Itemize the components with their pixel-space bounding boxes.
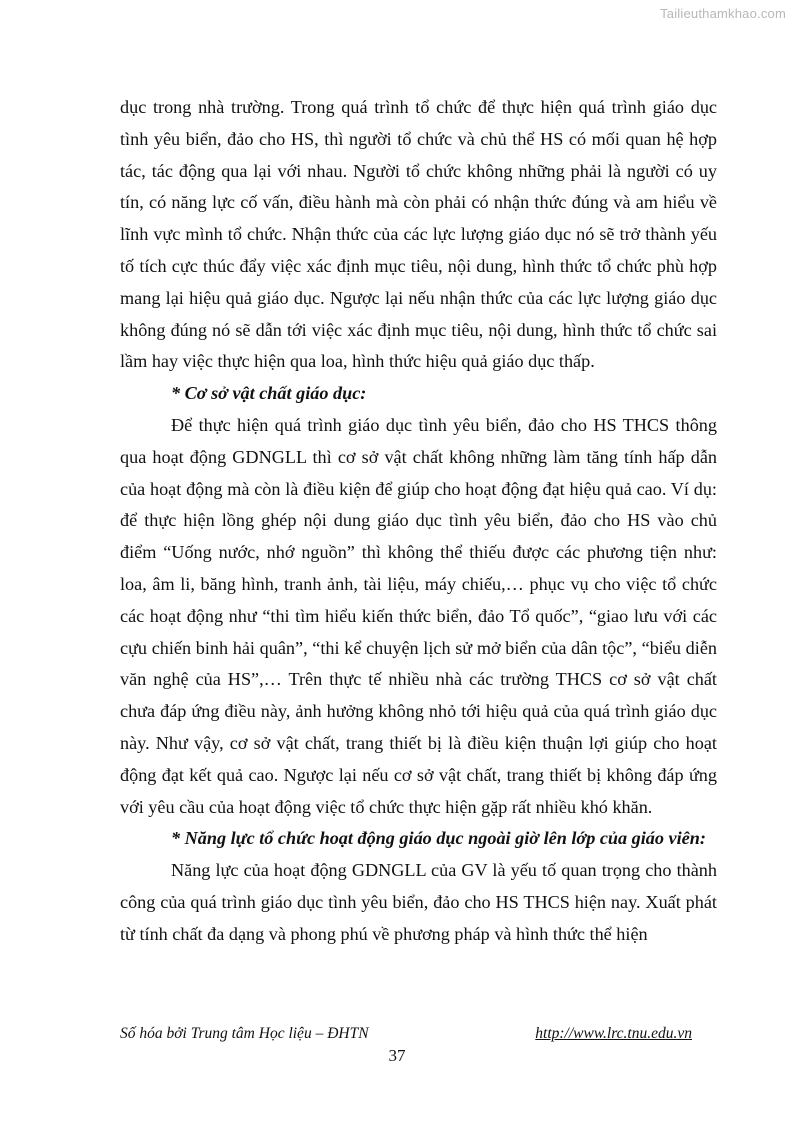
paragraph-1: dục trong nhà trường. Trong quá trình tổ chức để thực hiện quá trình giáo dục tình yêu biển, đảo cho HS, thì người tổ chức và chủ thể HS có mối quan hệ hợp tác, tác động qua lại với nhau. Người tổ chức không những phải là người có uy tín, có năng lực cố vấn, điều hành mà còn phải có nhận thức đúng và am hiểu về lĩnh vực mình tổ chức. Nhận thức của các lực lượng giáo dục nó sẽ trở thành yếu tố tích cực thúc đẩy việc xác định mục tiêu, nội dung, hình thức tổ chức phù hợp mang lại hiệu quả giáo dục. Ngược lại nếu nhận thức của các lực lượng giáo dục không đúng nó sẽ dẫn tới việc xác định mục tiêu, nội dung, hình thức tổ chức sai lầm hay việc thực hiện qua loa, hình thức hiệu quả giáo dục thấp. — [120, 97, 717, 372]
document-body — [120, 92, 717, 951]
watermark-text: Tailieuthamkhao.com — [660, 6, 786, 21]
paragraph-3: Năng lực của hoạt động GDNGLL của GV là yếu tố quan trọng cho thành công của quá trình giáo dục tình yêu biển, đảo cho HS THCS hiện nay. Xuất phát từ tính chất đa dạng và phong phú về phương pháp và hình thức thể hiện — [120, 860, 717, 944]
section-heading-teacher-capacity: * Năng lực tổ chức hoạt động giáo dục ngoài giờ lên lớp của giáo viên: — [171, 828, 706, 849]
footer-link[interactable]: http://www.lrc.tnu.edu.vn — [535, 1025, 692, 1042]
page-number: 37 — [388, 1046, 406, 1065]
page-footer — [120, 1025, 692, 1043]
section-heading-facilities: * Cơ sở vật chất giáo dục: — [171, 383, 367, 404]
paragraph-2: Để thực hiện quá trình giáo dục tình yêu biển, đảo cho HS THCS thông qua hoạt động GDNGLL thì cơ sở vật chất không những làm tăng tính hấp dẫn của hoạt động mà còn là điều kiện để giúp cho hoạt động đạt hiệu quả cao. Ví dụ: để thực hiện lồng ghép nội dung giáo dục tình yêu biển, đảo cho HS vào chủ điểm “Uống nước, nhớ nguồn” thì không thể thiếu được các phương tiện như: loa, âm li, băng hình, tranh ảnh, tài liệu, máy chiếu,… phục vụ cho việc tổ chức các hoạt động như “thi tìm hiểu kiến thức biển, đảo Tổ quốc”, “giao lưu với các cựu chiến binh hải quân”, “thi kể chuyện lịch sử mở biển của dân tộc”, “biểu diễn văn nghệ của HS”,… Trên thực tế nhiều nhà các trường THCS cơ sở vật chất chưa đáp ứng điều này, ảnh hưởng không nhỏ tới hiệu quả của quá trình giáo dục này. Như vậy, cơ sở vật chất, trang thiết bị là điều kiện thuận lợi giúp cho hoạt động đạt kết quả cao. Ngược lại nếu cơ sở vật chất, trang thiết bị không đáp ứng với yêu cầu của hoạt động việc tổ chức thực hiện gặp rất nhiều khó khăn. — [120, 414, 717, 817]
footer-source: Số hóa bởi Trung tâm Học liệu – ĐHTN — [120, 1025, 369, 1042]
